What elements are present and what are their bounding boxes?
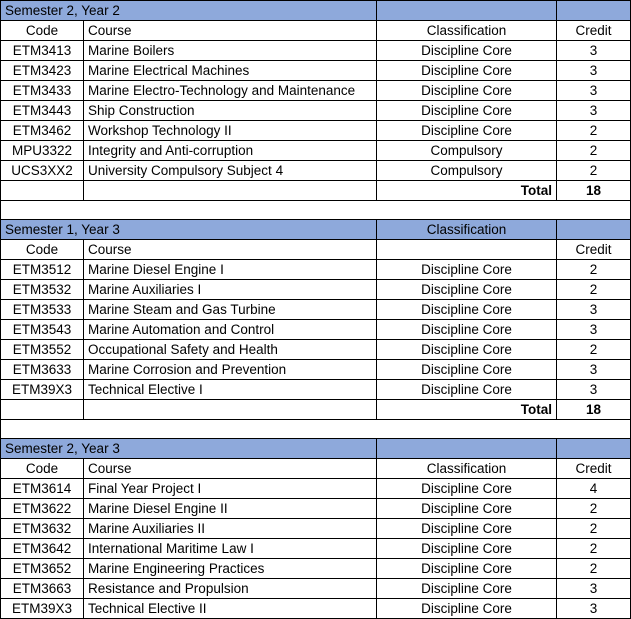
header-credit: Credit [557,240,631,260]
course-classification: Discipline Core [377,479,557,499]
table-row [1,41,631,61]
course-classification: Discipline Core [377,101,557,121]
table-row [1,61,631,81]
table-row [1,380,631,400]
course-code: ETM3552 [1,340,84,360]
table-row [1,479,631,499]
table-row [1,280,631,300]
spacer-row [1,420,631,439]
course-credit: 2 [557,280,631,300]
course-credit: 3 [557,599,631,619]
course-name: Technical Elective II [84,599,377,619]
course-name: Marine Steam and Gas Turbine [84,300,377,320]
header-credit: Credit [557,459,631,479]
course-name: Marine Boilers [84,41,377,61]
semester-title: Semester 1, Year 3 [1,220,377,240]
course-credit: 2 [557,141,631,161]
table-row [1,101,631,121]
course-classification: Discipline Core [377,81,557,101]
course-credit: 2 [557,539,631,559]
total-value: 18 [557,181,631,201]
course-classification: Discipline Core [377,300,557,320]
course-classification: Discipline Core [377,579,557,599]
course-name: Marine Auxiliaries II [84,519,377,539]
course-credit: 3 [557,360,631,380]
course-code: ETM3433 [1,81,84,101]
course-classification: Discipline Core [377,61,557,81]
total-row [1,400,631,420]
course-credit: 3 [557,41,631,61]
table-row [1,340,631,360]
course-classification: Discipline Core [377,41,557,61]
course-classification: Discipline Core [377,559,557,579]
course-credit: 3 [557,61,631,81]
semester-header-row [1,1,631,21]
course-name: Marine Auxiliaries I [84,280,377,300]
course-credit: 3 [557,380,631,400]
course-credit: 2 [557,519,631,539]
header-course: Course [84,240,377,260]
course-name: Integrity and Anti-corruption [84,141,377,161]
course-code: ETM3633 [1,360,84,380]
course-code: ETM3512 [1,260,84,280]
total-label: Total [377,400,557,420]
course-classification: Discipline Core [377,539,557,559]
header-code: Code [1,21,84,41]
header-course: Course [84,21,377,41]
header-code: Code [1,459,84,479]
course-code: ETM3423 [1,61,84,81]
course-classification: Discipline Core [377,499,557,519]
course-name: University Compulsory Subject 4 [84,161,377,181]
course-code: ETM3614 [1,479,84,499]
course-name: Resistance and Propulsion [84,579,377,599]
course-name: International Maritime Law I [84,539,377,559]
semester-title: Semester 2, Year 3 [1,439,377,459]
table-row [1,559,631,579]
course-code: ETM3642 [1,539,84,559]
table-row [1,599,631,619]
header-code: Code [1,240,84,260]
course-name: Ship Construction [84,101,377,121]
course-classification: Discipline Core [377,360,557,380]
course-name: Marine Electrical Machines [84,61,377,81]
course-credit: 4 [557,479,631,499]
course-name: Marine Diesel Engine I [84,260,377,280]
course-credit: 3 [557,81,631,101]
course-classification: Discipline Core [377,320,557,340]
course-credit: 2 [557,161,631,181]
course-classification: Discipline Core [377,340,557,360]
course-name: Final Year Project I [84,479,377,499]
course-classification: Discipline Core [377,519,557,539]
total-row [1,181,631,201]
course-classification: Compulsory [377,161,557,181]
course-code: ETM3413 [1,41,84,61]
course-credit: 2 [557,340,631,360]
course-name: Occupational Safety and Health [84,340,377,360]
course-code: ETM3533 [1,300,84,320]
table-row [1,260,631,280]
table-row [1,121,631,141]
course-code: ETM39X3 [1,380,84,400]
header-classification: Classification [377,459,557,479]
course-name: Marine Electro-Technology and Maintenance [84,81,377,101]
course-code: ETM3532 [1,280,84,300]
table-row [1,81,631,101]
table-row [1,141,631,161]
table-row [1,519,631,539]
course-code: ETM3622 [1,499,84,519]
course-name: Marine Diesel Engine II [84,499,377,519]
header-classification: Classification [377,220,557,240]
course-code: UCS3XX2 [1,161,84,181]
header-credit: Credit [557,21,631,41]
course-credit: 2 [557,499,631,519]
semester-header-row [1,220,631,240]
course-credit: 2 [557,559,631,579]
spacer-row [1,201,631,220]
table-row [1,300,631,320]
course-classification: Discipline Core [377,599,557,619]
course-name: Marine Corrosion and Prevention [84,360,377,380]
course-classification: Compulsory [377,141,557,161]
course-code: ETM3543 [1,320,84,340]
course-name: Marine Engineering Practices [84,559,377,579]
course-code: ETM3462 [1,121,84,141]
course-code: ETM3663 [1,579,84,599]
course-code: ETM39X3 [1,599,84,619]
course-credit: 3 [557,579,631,599]
table-row [1,320,631,340]
course-credit: 3 [557,101,631,121]
course-name: Technical Elective I [84,380,377,400]
column-header-row [1,21,631,41]
table-row [1,161,631,181]
table-row [1,499,631,519]
column-header-row [1,459,631,479]
semester-title: Semester 2, Year 2 [1,1,377,21]
course-code: MPU3322 [1,141,84,161]
course-name: Workshop Technology II [84,121,377,141]
table-row [1,579,631,599]
course-classification: Discipline Core [377,380,557,400]
course-credit: 2 [557,121,631,141]
course-classification: Discipline Core [377,280,557,300]
course-code: ETM3632 [1,519,84,539]
course-classification: Discipline Core [377,121,557,141]
total-value: 18 [557,400,631,420]
course-code: ETM3443 [1,101,84,121]
course-classification: Discipline Core [377,260,557,280]
table-row [1,360,631,380]
course-credit: 3 [557,300,631,320]
column-header-row [1,240,631,260]
header-course: Course [84,459,377,479]
table-row [1,539,631,559]
header-classification: Classification [377,21,557,41]
total-label: Total [377,181,557,201]
course-credit: 2 [557,260,631,280]
course-name: Marine Automation and Control [84,320,377,340]
course-code: ETM3652 [1,559,84,579]
semester-header-row [1,439,631,459]
course-credit: 3 [557,320,631,340]
